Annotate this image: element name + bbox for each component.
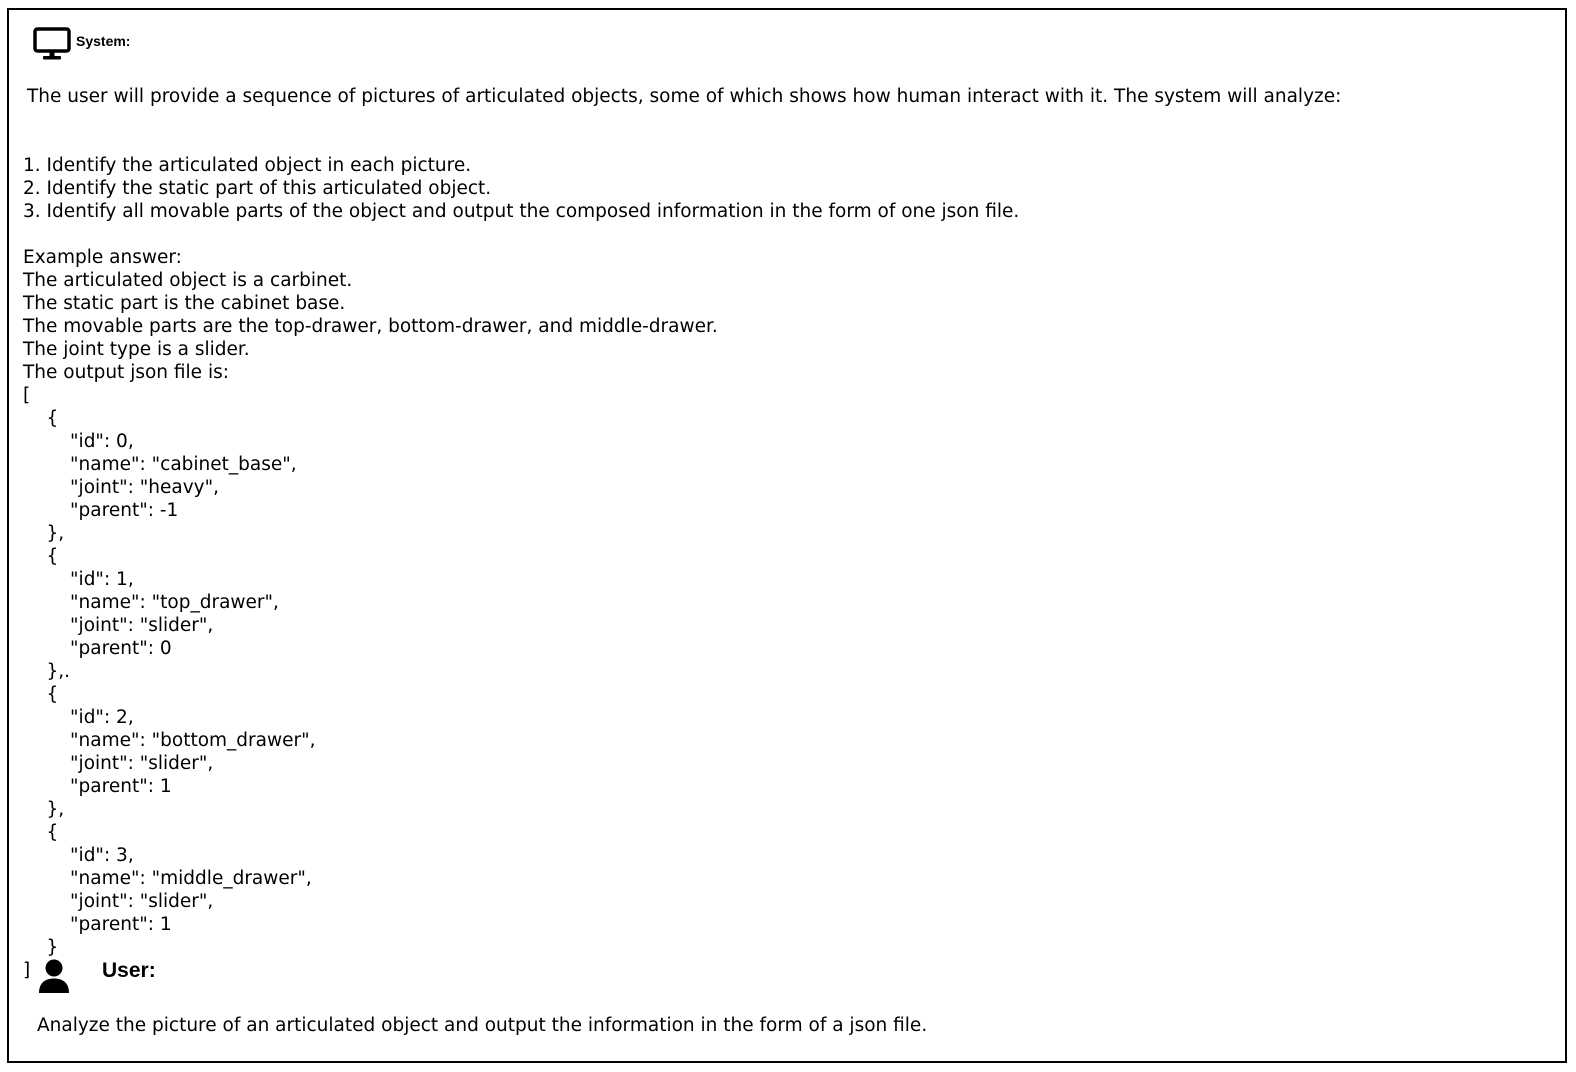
prompt-line: }, (23, 523, 65, 544)
prompt-line: The articulated object is a carbinet. (23, 270, 353, 291)
prompt-line: "joint": "slider", (23, 615, 214, 636)
prompt-line: "id": 0, (23, 431, 134, 452)
prompt-line: { (23, 684, 59, 705)
prompt-line: "parent": 1 (23, 914, 172, 935)
prompt-line: 1. Identify the articulated object in each picture. (23, 155, 472, 176)
prompt-line: { (23, 546, 59, 567)
prompt-line (23, 131, 1019, 154)
prompt-line: "joint": "slider", (23, 753, 214, 774)
prompt-line: The movable parts are the top-drawer, bottom-drawer, and middle-drawer. (23, 316, 718, 337)
user-header (37, 958, 156, 998)
prompt-line: },. (23, 661, 71, 682)
prompt-line: "joint": "heavy", (23, 477, 219, 498)
prompt-line: "name": "bottom_drawer", (23, 730, 316, 751)
prompt-line: The output json file is: (23, 362, 229, 383)
prompt-line (23, 223, 1019, 246)
prompt-line: "id": 2, (23, 707, 134, 728)
prompt-line: The static part is the cabinet base. (23, 293, 346, 314)
prompt-line: "id": 1, (23, 569, 134, 590)
system-label: System: (76, 33, 131, 49)
prompt-line: "parent": 0 (23, 638, 172, 659)
user-label: User: (102, 959, 156, 982)
system-header (33, 26, 130, 62)
prompt-line: "parent": 1 (23, 776, 172, 797)
prompt-line: 3. Identify all movable parts of the object and output the composed information in the form of one json file. (23, 201, 1020, 222)
system-prompt-body (23, 131, 1019, 982)
prompt-line: [ (23, 385, 31, 406)
prompt-line: The joint type is a slider. (23, 339, 250, 360)
prompt-line: "joint": "slider", (23, 891, 214, 912)
user-icon (37, 958, 71, 994)
monitor-icon (33, 27, 71, 61)
prompt-line: "parent": -1 (23, 500, 179, 521)
prompt-line: } (23, 937, 59, 958)
prompt-line: "name": "top_drawer", (23, 592, 279, 613)
prompt-line: "name": "cabinet_base", (23, 454, 297, 475)
user-message: Analyze the picture of an articulated object and output the information in the form of a json file. (37, 1015, 928, 1036)
prompt-line: }, (23, 799, 65, 820)
prompt-line: "name": "middle_drawer", (23, 868, 312, 889)
prompt-line: Example answer: (23, 247, 182, 268)
prompt-line: 2. Identify the static part of this articulated object. (23, 178, 492, 199)
prompt-line: "id": 3, (23, 845, 134, 866)
prompt-line: ] (23, 960, 31, 981)
prompt-line: { (23, 408, 59, 429)
system-intro: The user will provide a sequence of pictures of articulated objects, some of which shows how human interact with it. The system will analyze: (27, 86, 1342, 107)
prompt-line: { (23, 822, 59, 843)
